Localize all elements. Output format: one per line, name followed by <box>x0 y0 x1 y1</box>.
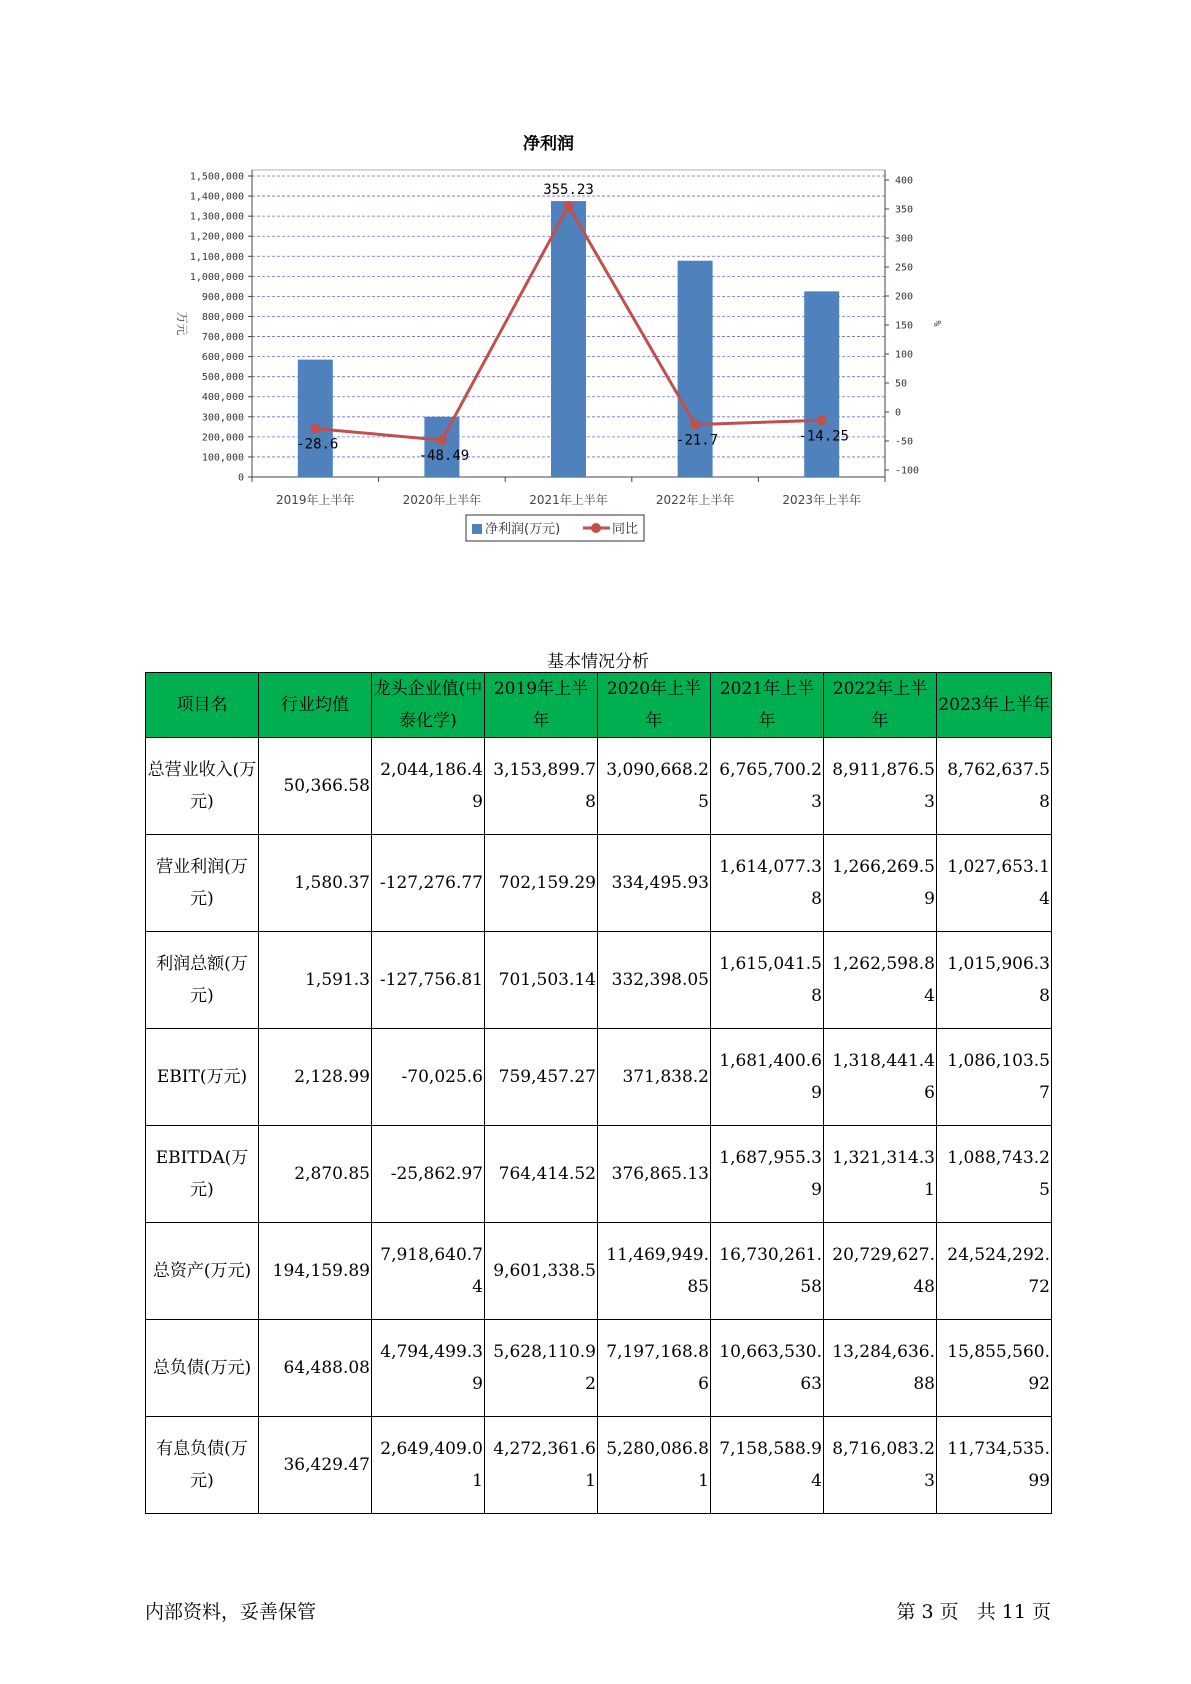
value-cell: 1,262,598.84 <box>824 932 937 1029</box>
value-cell: 371,838.2 <box>598 1029 711 1126</box>
table-header-cell: 项目名 <box>146 673 259 738</box>
row-label-cell: EBITDA(万元) <box>146 1126 259 1223</box>
point-yoy <box>817 415 827 425</box>
y2-tick-label: 150 <box>895 320 914 332</box>
value-cell: 10,663,530.63 <box>711 1320 824 1417</box>
value-cell: 2,044,186.49 <box>372 738 485 835</box>
legend-label-bar: 净利润(万元) <box>485 522 561 537</box>
point-yoy <box>437 435 447 445</box>
value-cell: -127,276.77 <box>372 835 485 932</box>
value-cell: 1,088,743.25 <box>937 1126 1052 1223</box>
value-cell: 9,601,338.5 <box>485 1223 598 1320</box>
y-tick-label: 600,000 <box>201 352 244 364</box>
y-tick-label: 400,000 <box>201 392 244 404</box>
value-cell: 5,280,086.81 <box>598 1417 711 1514</box>
value-cell: 1,321,314.31 <box>824 1126 937 1223</box>
value-cell: 36,429.47 <box>259 1417 372 1514</box>
value-cell: 7,197,168.86 <box>598 1320 711 1417</box>
footer-page-number: 第 3 页 共 11 页 <box>896 1601 1051 1623</box>
table-header-cell: 2020年上半年 <box>598 673 711 738</box>
y-tick-label: 1,500,000 <box>189 171 244 183</box>
y2-tick-label: 350 <box>895 204 914 216</box>
value-cell: 1,591.3 <box>259 932 372 1029</box>
legend-swatch-dot <box>591 523 601 533</box>
bar-net-profit <box>551 201 586 477</box>
value-cell: 2,128.99 <box>259 1029 372 1126</box>
data-label-yoy: -48.49 <box>418 448 470 465</box>
y-tick-label: 0 <box>237 472 244 484</box>
table-row <box>146 835 1052 932</box>
value-cell: 1,580.37 <box>259 835 372 932</box>
table-header-cell: 2021年上半年 <box>711 673 824 738</box>
y-tick-label: 300,000 <box>201 412 244 424</box>
table-header-row <box>146 673 1052 738</box>
row-label-cell: 有息负债(万元) <box>146 1417 259 1514</box>
table-row <box>146 738 1052 835</box>
value-cell: 11,734,535.99 <box>937 1417 1052 1514</box>
table-body <box>146 738 1052 1514</box>
value-cell: 8,762,637.58 <box>937 738 1052 835</box>
table-row <box>146 1417 1052 1514</box>
value-cell: 4,794,499.39 <box>372 1320 485 1417</box>
value-cell: 3,090,668.25 <box>598 738 711 835</box>
value-cell: 24,524,292.72 <box>937 1223 1052 1320</box>
value-cell: 1,027,653.14 <box>937 835 1052 932</box>
table-row <box>146 932 1052 1029</box>
y-tick-label: 100,000 <box>201 452 244 464</box>
value-cell: -127,756.81 <box>372 932 485 1029</box>
table-caption: 基本情况分析 <box>547 652 649 672</box>
basic-analysis-table <box>145 672 1052 1514</box>
row-label-cell: 营业利润(万元) <box>146 835 259 932</box>
legend-swatch-bar <box>472 524 482 534</box>
y-tick-label: 200,000 <box>201 432 244 444</box>
table-header-cell: 行业均值 <box>259 673 372 738</box>
data-label-yoy: 355.23 <box>543 181 594 198</box>
value-cell: 8,911,876.53 <box>824 738 937 835</box>
value-cell: 8,716,083.23 <box>824 1417 937 1514</box>
value-cell: -25,862.97 <box>372 1126 485 1223</box>
y2-tick-label: 50 <box>895 378 908 390</box>
point-yoy <box>564 201 574 211</box>
value-cell: -70,025.6 <box>372 1029 485 1126</box>
y-tick-label: 800,000 <box>201 311 244 323</box>
x-tick-label: 2021年上半年 <box>529 493 608 507</box>
row-label-cell: 总资产(万元) <box>146 1223 259 1320</box>
row-label-cell: 利润总额(万元) <box>146 932 259 1029</box>
y2-tick-label: 0 <box>895 407 902 419</box>
y2-tick-label: -50 <box>895 436 914 448</box>
value-cell: 15,855,560.92 <box>937 1320 1052 1417</box>
value-cell: 1,266,269.59 <box>824 835 937 932</box>
value-cell: 1,086,103.57 <box>937 1029 1052 1126</box>
bar-net-profit <box>298 360 333 477</box>
bar-net-profit <box>424 417 459 477</box>
point-yoy <box>690 420 700 430</box>
y-tick-label: 1,300,000 <box>189 211 244 223</box>
row-label-cell: 总营业收入(万元) <box>146 738 259 835</box>
value-cell: 1,318,441.46 <box>824 1029 937 1126</box>
table-header-cell: 2022年上半年 <box>824 673 937 738</box>
value-cell: 764,414.52 <box>485 1126 598 1223</box>
y-tick-label: 1,100,000 <box>189 251 244 263</box>
value-cell: 1,015,906.38 <box>937 932 1052 1029</box>
value-cell: 1,687,955.39 <box>711 1126 824 1223</box>
y-tick-label: 1,200,000 <box>189 231 244 243</box>
y2-tick-label: 100 <box>895 349 914 361</box>
value-cell: 1,614,077.38 <box>711 835 824 932</box>
legend-label-line: 同比 <box>612 522 639 537</box>
value-cell: 332,398.05 <box>598 932 711 1029</box>
table-row <box>146 1320 1052 1417</box>
value-cell: 2,649,409.01 <box>372 1417 485 1514</box>
table-header-cell: 龙头企业值(中泰化学) <box>372 673 485 738</box>
value-cell: 4,272,361.61 <box>485 1417 598 1514</box>
value-cell: 16,730,261.58 <box>711 1223 824 1320</box>
value-cell: 376,865.13 <box>598 1126 711 1223</box>
x-tick-label: 2019年上半年 <box>276 493 355 507</box>
y-axis-label: 万元 <box>175 311 189 336</box>
value-cell: 11,469,949.85 <box>598 1223 711 1320</box>
x-tick-label: 2020年上半年 <box>402 493 482 507</box>
y-tick-label: 500,000 <box>201 372 244 384</box>
y2-tick-label: 250 <box>895 262 914 274</box>
net-profit-chart <box>170 135 1010 595</box>
y2-tick-label: 400 <box>895 175 914 187</box>
chart-canvas <box>170 135 1010 595</box>
footer-confidential-note: 内部资料，妥善保管 <box>145 1601 317 1623</box>
value-cell: 701,503.14 <box>485 932 598 1029</box>
table-row <box>146 1029 1052 1126</box>
value-cell: 1,681,400.69 <box>711 1029 824 1126</box>
row-label-cell: 总负债(万元) <box>146 1320 259 1417</box>
value-cell: 702,159.29 <box>485 835 598 932</box>
value-cell: 3,153,899.78 <box>485 738 598 835</box>
y2-tick-label: 300 <box>895 233 914 245</box>
value-cell: 334,495.93 <box>598 835 711 932</box>
data-label-yoy: -14.25 <box>798 428 849 445</box>
x-tick-label: 2022年上半年 <box>655 493 735 507</box>
data-label-yoy: -28.6 <box>296 436 339 453</box>
y-tick-label: 900,000 <box>201 291 244 303</box>
x-tick-label: 2023年上半年 <box>782 493 861 507</box>
value-cell: 50,366.58 <box>259 738 372 835</box>
point-yoy <box>310 424 320 434</box>
chart-title: 净利润 <box>523 135 574 154</box>
value-cell: 759,457.27 <box>485 1029 598 1126</box>
value-cell: 13,284,636.88 <box>824 1320 937 1417</box>
y2-tick-label: -100 <box>895 465 920 477</box>
value-cell: 7,158,588.94 <box>711 1417 824 1514</box>
table-header-cell: 2019年上半年 <box>485 673 598 738</box>
bar-net-profit <box>804 291 839 477</box>
row-label-cell: EBIT(万元) <box>146 1029 259 1126</box>
value-cell: 194,159.89 <box>259 1223 372 1320</box>
y-tick-label: 1,400,000 <box>189 191 244 203</box>
y-tick-label: 1,000,000 <box>189 271 244 283</box>
value-cell: 7,918,640.74 <box>372 1223 485 1320</box>
value-cell: 6,765,700.23 <box>711 738 824 835</box>
data-label-yoy: -21.7 <box>676 432 719 449</box>
table-header-cell: 2023年上半年 <box>937 673 1052 738</box>
value-cell: 5,628,110.92 <box>485 1320 598 1417</box>
value-cell: 1,615,041.58 <box>711 932 824 1029</box>
y2-axis-label: % <box>931 320 942 327</box>
value-cell: 2,870.85 <box>259 1126 372 1223</box>
value-cell: 20,729,627.48 <box>824 1223 937 1320</box>
table-row <box>146 1126 1052 1223</box>
table-row <box>146 1223 1052 1320</box>
y2-tick-label: 200 <box>895 291 914 303</box>
y-tick-label: 700,000 <box>201 332 244 344</box>
value-cell: 64,488.08 <box>259 1320 372 1417</box>
